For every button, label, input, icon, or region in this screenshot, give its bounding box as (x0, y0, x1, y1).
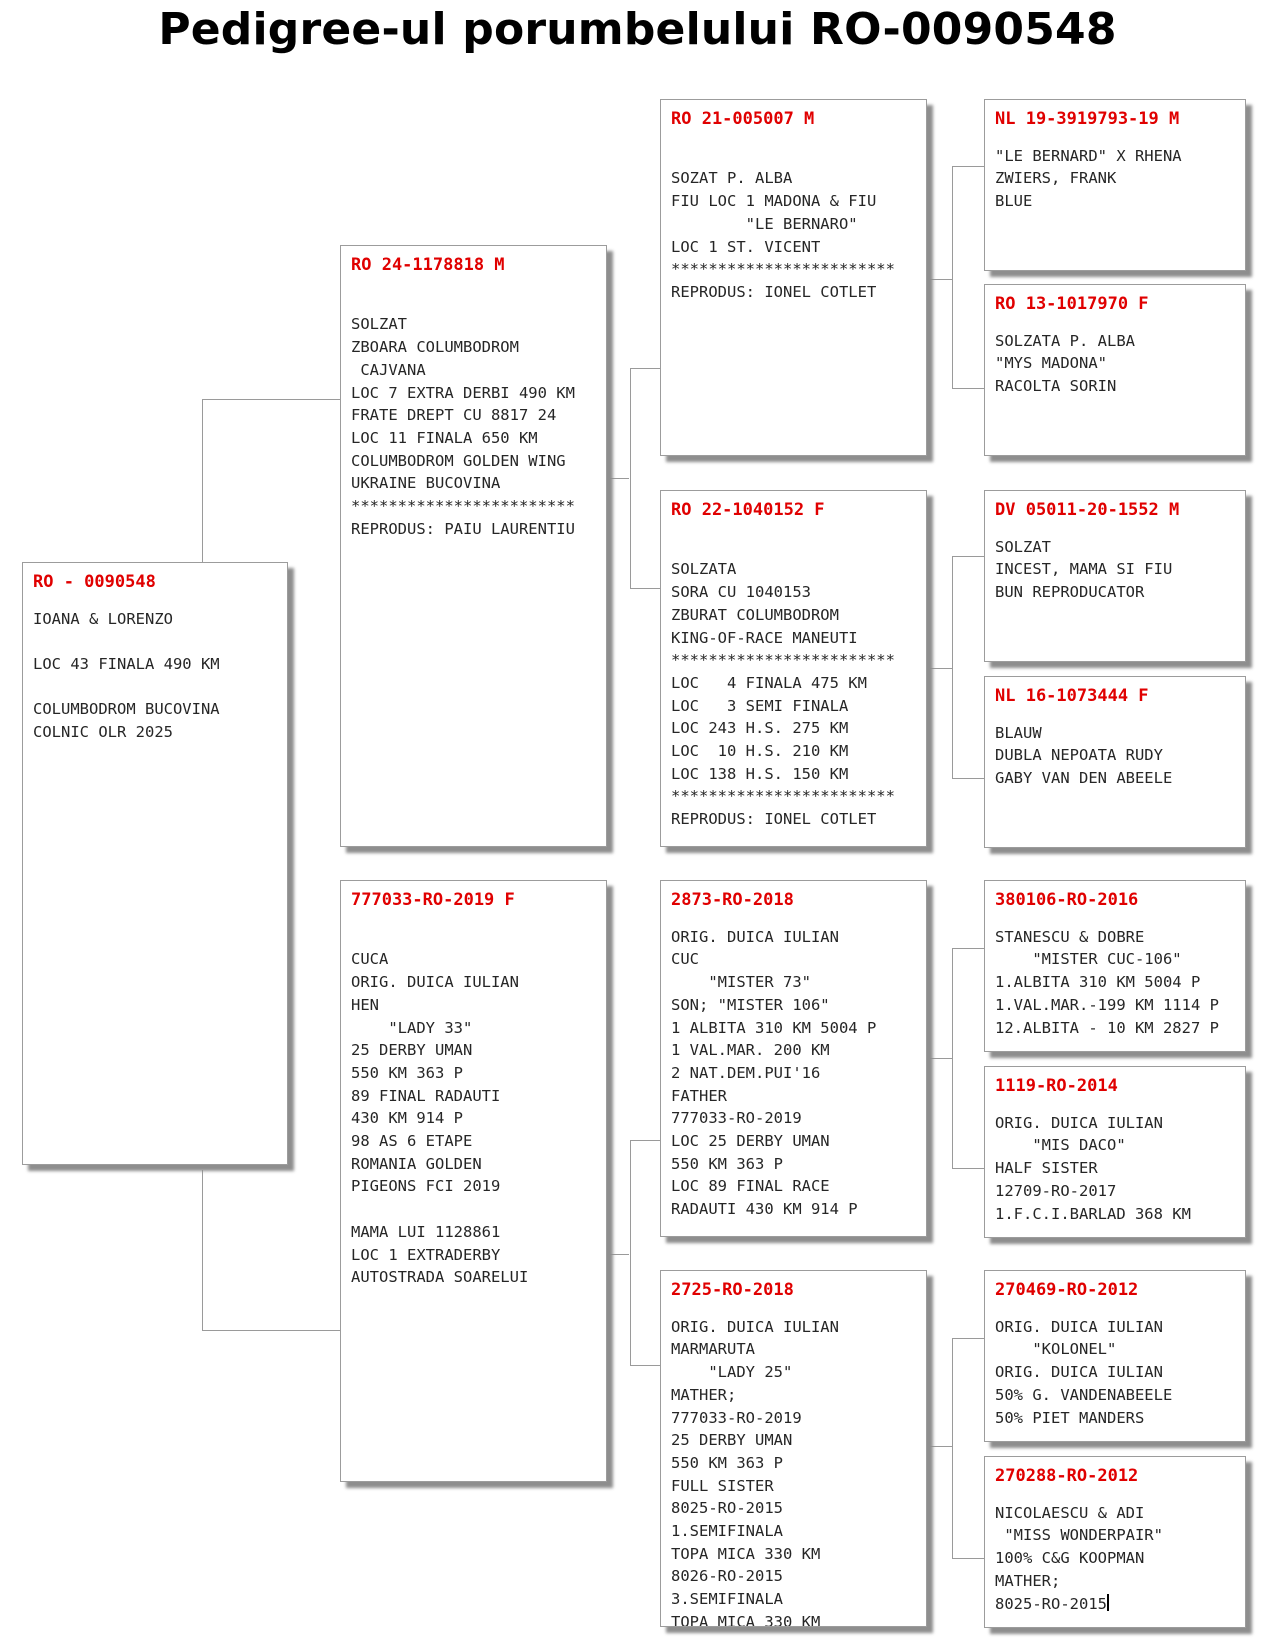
pigeon-info-line: TOPA MICA 330 KM (671, 1544, 821, 1563)
pigeon-info-line (33, 630, 277, 653)
pigeon-info-line: "LE BERNARO" (671, 214, 858, 233)
pigeon-info-line: 8025-RO-2015 (671, 1499, 783, 1518)
pigeon-info-line: SOLZAT (351, 315, 407, 334)
pigeon-info-line: "MISTER 73" (671, 973, 811, 992)
pigeon-info-line: AUTOSTRADA SOARELUI (351, 1268, 529, 1287)
pigeon-info-line: LOC 1 ST. VICENT (671, 237, 821, 256)
pigeon-info-line: ROMANIA GOLDEN (351, 1154, 482, 1173)
pigeon-info-line: SOLZAT (995, 537, 1051, 556)
pigeon-info-line: BLUE (995, 192, 1033, 211)
pigeon-info-line: LOC 25 DERBY UMAN (671, 1132, 830, 1151)
pigeon-info-line: 8026-RO-2015 (671, 1567, 783, 1586)
pigeon-info-line: ZBOARA COLUMBODROM (351, 338, 519, 357)
pigeon-info-line: KING-OF-RACE MANEUTI (671, 628, 858, 647)
pigeon-info-line: REPRODUS: IONEL COTLET (671, 282, 877, 301)
pigeon-info-line: 12.ALBITA - 10 KM 2827 P (995, 1018, 1219, 1037)
connector-line (927, 279, 952, 280)
great-grandparent-card (984, 490, 1246, 662)
pigeon-info-line: CAJVANA (351, 360, 426, 379)
pigeon-info-line: GABY VAN DEN ABEELE (995, 769, 1173, 788)
pigeon-info-line: ZBURAT COLUMBODROM (671, 605, 839, 624)
pigeon-info-line: 8025-RO-2015 (995, 1594, 1107, 1613)
pigeon-info-line (351, 926, 596, 949)
subject-card (22, 562, 288, 1165)
pigeon-info-line: ORIG. DUICA IULIAN (995, 1113, 1163, 1132)
connector-line (927, 668, 952, 669)
maternal-grandmother-card (660, 1270, 927, 1627)
pigeon-ring-id: RO 13-1017970 F (995, 294, 1149, 314)
pigeon-info-line (33, 676, 277, 699)
paternal-grandfather-card (660, 99, 927, 456)
mother-card (340, 880, 607, 1482)
pigeon-info-line: 3.SEMIFINALA (671, 1590, 783, 1609)
pigeon-info-line: 1.F.C.I.BARLAD 368 KM (995, 1204, 1191, 1223)
great-grandparent-card (984, 676, 1246, 848)
pigeon-ring-id: 380106-RO-2016 (995, 890, 1139, 910)
pigeon-ring-id: RO 21-005007 M (671, 109, 815, 129)
pigeon-info-line: ORIG. DUICA IULIAN (671, 1317, 839, 1336)
pigeon-info-line: ZWIERS, FRANK (995, 169, 1117, 188)
pigeon-info-line: LOC 1 EXTRADERBY (351, 1245, 501, 1264)
pigeon-info-line: 1.SEMIFINALA (671, 1522, 783, 1541)
connector-line (952, 1168, 984, 1169)
connector-line (952, 948, 984, 949)
pigeon-info-line: MATHER; (671, 1385, 737, 1404)
connector-line (630, 1140, 631, 1365)
pigeon-info-line: ************************ (671, 651, 895, 670)
pigeon-info-line: NICOLAESCU & ADI (995, 1503, 1145, 1522)
pigeon-info-line: FRATE DREPT CU 8817 24 (351, 406, 557, 425)
pigeon-info-line: DUBLA NEPOATA RUDY (995, 746, 1163, 765)
pigeon-info-line: COLUMBODROM GOLDEN WING (351, 451, 566, 470)
pigeon-info-line: "LADY 25" (671, 1363, 793, 1382)
pigeon-ring-id: DV 05011-20-1552 M (995, 500, 1180, 520)
pigeon-info-line: SOLZATA (671, 560, 737, 579)
connector-line (952, 166, 984, 167)
pigeon-ring-id: 777033-RO-2019 F (351, 890, 515, 910)
pigeon-ring-id: NL 19-3919793-19 M (995, 109, 1180, 129)
pigeon-info-line: LOC 138 H.S. 150 KM (671, 764, 849, 783)
pigeon-info-line (351, 1198, 596, 1221)
connector-line (952, 1338, 953, 1558)
pigeon-ring-id: 2873-RO-2018 (671, 890, 794, 910)
pigeon-info-line: 50% G. VANDENABEELE (995, 1385, 1173, 1404)
pigeon-info-line: COLUMBODROM BUCOVINA (33, 700, 220, 719)
pigeon-info-line: BLAUW (995, 723, 1042, 742)
pigeon-info-line: STANESCU & DOBRE (995, 927, 1145, 946)
pigeon-info-line: 12709-RO-2017 (995, 1181, 1117, 1200)
great-grandparent-card (984, 1066, 1246, 1238)
pigeon-info-line: CUCA (351, 950, 389, 969)
connector-line (952, 166, 953, 388)
page-title: Pedigree-ul porumbelului RO-0090548 (158, 4, 1117, 55)
pigeon-info-line: 25 DERBY UMAN (671, 1431, 793, 1450)
great-grandparent-card (984, 880, 1246, 1052)
pigeon-ring-id: RO 22-1040152 F (671, 500, 825, 520)
pigeon-info-line: "LADY 33" (351, 1018, 473, 1037)
father-card (340, 245, 607, 847)
pigeon-info-line: TOPA MICA 330 KM (671, 1612, 821, 1627)
connector-line (202, 399, 340, 400)
pigeon-info-line: REPRODUS: PAIU LAURENTIU (351, 519, 575, 538)
great-grandparent-card (984, 1456, 1246, 1628)
pigeon-ring-id: 1119-RO-2014 (995, 1076, 1118, 1096)
pigeon-info-line: CUC (671, 950, 699, 969)
pigeon-info-line: SOZAT P. ALBA (671, 169, 793, 188)
pigeon-ring-id: RO 24-1178818 M (351, 255, 505, 275)
pigeon-info-line: LOC 4 FINALA 475 KM (671, 673, 867, 692)
pigeon-info-line: ORIG. DUICA IULIAN (671, 927, 839, 946)
pigeon-info-line: LOC 243 H.S. 275 KM (671, 719, 849, 738)
pigeon-info-line: LOC 89 FINAL RACE (671, 1177, 830, 1196)
connector-line (952, 556, 953, 778)
pigeon-info-line: "MISTER CUC-106" (995, 950, 1182, 969)
paternal-grandmother-card (660, 490, 927, 847)
great-grandparent-card (984, 99, 1246, 271)
pigeon-info-line: LOC 11 FINALA 650 KM (351, 428, 538, 447)
pigeon-info-line: 550 KM 363 P (671, 1453, 783, 1472)
connector-line (202, 1330, 340, 1331)
connector-line (630, 588, 660, 589)
pigeon-info-line: REPRODUS: IONEL COTLET (671, 810, 877, 829)
pigeon-info-line: 50% PIET MANDERS (995, 1408, 1145, 1427)
pigeon-info-line: IOANA & LORENZO (33, 609, 173, 628)
pigeon-info-line: MAMA LUI 1128861 (351, 1222, 501, 1241)
pigeon-info-line: 89 FINAL RADAUTI (351, 1086, 501, 1105)
pigeon-info-line: ORIG. DUICA IULIAN (995, 1363, 1163, 1382)
pigeon-info-line: 550 KM 363 P (671, 1154, 783, 1173)
pigeon-info-line: SOLZATA P. ALBA (995, 331, 1135, 350)
pigeon-info-line: 430 KM 914 P (351, 1109, 463, 1128)
connector-line (630, 1140, 660, 1141)
connector-line (202, 399, 203, 562)
pigeon-info-line: COLNIC OLR 2025 (33, 723, 173, 742)
pigeon-ring-id: 270469-RO-2012 (995, 1280, 1139, 1300)
pigeon-info-line: LOC 3 SEMI FINALA (671, 696, 849, 715)
pigeon-info-line: ORIG. DUICA IULIAN (351, 973, 519, 992)
pigeon-info-line: RADAUTI 430 KM 914 P (671, 1200, 858, 1219)
pigeon-info-line: SON; "MISTER 106" (671, 995, 830, 1014)
pigeon-info-line: "KOLONEL" (995, 1340, 1117, 1359)
maternal-grandfather-card (660, 880, 927, 1237)
great-grandparent-card (984, 284, 1246, 456)
pigeon-info-line: 777033-RO-2019 (671, 1408, 802, 1427)
connector-line (607, 478, 629, 479)
pigeon-info-line: 2 NAT.DEM.PUI'16 (671, 1063, 821, 1082)
pigeon-info-line: "MYS MADONA" (995, 354, 1107, 373)
pigeon-info-line: ORIG. DUICA IULIAN (995, 1317, 1163, 1336)
connector-line (927, 1446, 952, 1447)
pigeon-info-line (671, 536, 916, 559)
pigeon-info-line: FATHER (671, 1086, 727, 1105)
pigeon-info-line: UKRAINE BUCOVINA (351, 474, 501, 493)
connector-line (952, 948, 953, 1168)
pigeon-info-line: 1.VAL.MAR.-199 KM 1114 P (995, 995, 1219, 1014)
pigeon-info-line: 1 VAL.MAR. 200 KM (671, 1041, 830, 1060)
pigeon-info-line: "MIS DACO" (995, 1136, 1126, 1155)
pigeon-info-line: MATHER; (995, 1571, 1061, 1590)
connector-line (952, 556, 984, 557)
connector-line (202, 1170, 203, 1330)
pigeon-info-line: ************************ (671, 787, 895, 806)
pigeon-info-line (351, 291, 596, 314)
connector-line (952, 388, 984, 389)
connector-line (607, 1254, 629, 1255)
connector-line (630, 1365, 660, 1366)
pigeon-info-line: ************************ (671, 260, 895, 279)
pigeon-info-line: LOC 10 H.S. 210 KM (671, 742, 849, 761)
pigeon-info-line (671, 145, 916, 168)
pigeon-info-line: RACOLTA SORIN (995, 377, 1117, 396)
pigeon-info-line: HALF SISTER (995, 1159, 1098, 1178)
pigeon-info-line: MARMARUTA (671, 1340, 755, 1359)
pigeon-info-line: 1.ALBITA 310 KM 5004 P (995, 973, 1201, 992)
pigeon-info-line: INCEST, MAMA SI FIU (995, 560, 1173, 579)
connector-line (952, 1558, 984, 1559)
pigeon-ring-id: 2725-RO-2018 (671, 1280, 794, 1300)
great-grandparent-card (984, 1270, 1246, 1442)
pigeon-info-line: FULL SISTER (671, 1476, 774, 1495)
pigeon-info-line: BUN REPRODUCATOR (995, 583, 1145, 602)
connector-line (630, 368, 660, 369)
pigeon-info-line: "MISS WONDERPAIR" (995, 1526, 1163, 1545)
pigeon-ring-id: NL 16-1073444 F (995, 686, 1149, 706)
pigeon-info-line: 25 DERBY UMAN (351, 1041, 473, 1060)
pigeon-ring-id: RO - 0090548 (33, 572, 156, 592)
connector-line (927, 1058, 952, 1059)
pigeon-info-line: 100% C&G KOOPMAN (995, 1549, 1145, 1568)
pigeon-ring-id: 270288-RO-2012 (995, 1466, 1139, 1486)
pigeon-info-line: ************************ (351, 497, 575, 516)
pigeon-info-line: SORA CU 1040153 (671, 583, 811, 602)
text-cursor (1107, 1594, 1109, 1611)
pigeon-info-line: PIGEONS FCI 2019 (351, 1177, 501, 1196)
pigeon-info-line: LOC 43 FINALA 490 KM (33, 655, 220, 674)
connector-line (952, 1338, 984, 1339)
connector-line (952, 778, 984, 779)
pigeon-info-line: 98 AS 6 ETAPE (351, 1132, 473, 1151)
pigeon-info-line: 777033-RO-2019 (671, 1109, 802, 1128)
pigeon-info-line: 1 ALBITA 310 KM 5004 P (671, 1018, 877, 1037)
pigeon-info-line: LOC 7 EXTRA DERBI 490 KM (351, 383, 575, 402)
pigeon-info-line: HEN (351, 995, 379, 1014)
pigeon-info-line: "LE BERNARD" X RHENA (995, 146, 1182, 165)
connector-line (630, 368, 631, 588)
pigeon-info-line: FIU LOC 1 MADONA & FIU (671, 192, 877, 211)
pigeon-info-line: 550 KM 363 P (351, 1063, 463, 1082)
